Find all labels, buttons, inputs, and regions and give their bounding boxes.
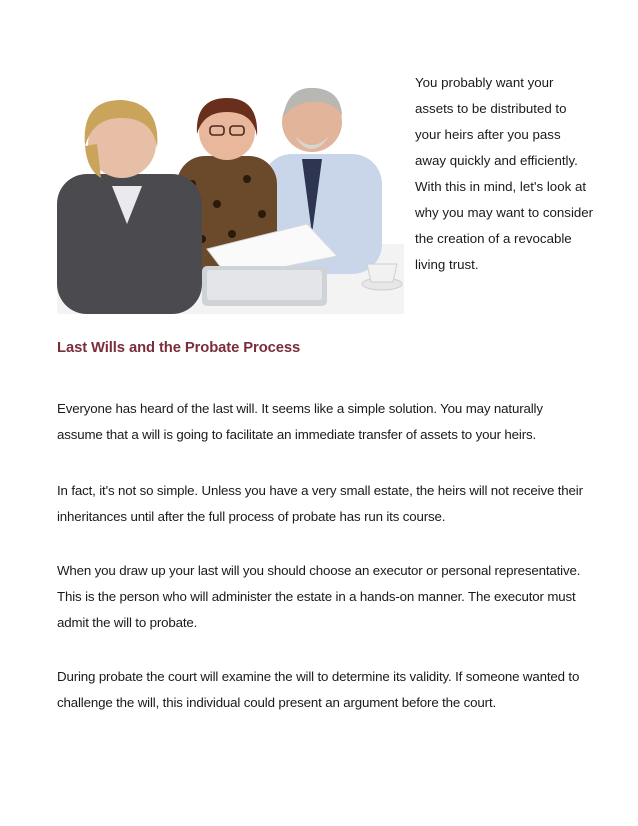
intro-text: You probably want your assets to be distributed to your heirs after you pass away quickly and efficiently. With this in mind, let's look at why you may want to consider the creation of a revocable living trust. bbox=[415, 75, 594, 272]
paragraph: When you draw up your last will you should choose an executor or personal representative. This is the person who will administer the estate in a hands-on manner. The executor must admit the will to probate. bbox=[57, 563, 581, 630]
section-heading: Last Wills and the Probate Process bbox=[57, 340, 301, 356]
intro-sidebar bbox=[415, 70, 595, 278]
paragraph: Everyone has heard of the last will. It seems like a simple solution. You may naturally assume that a will is going to facilitate an immediate transfer of assets to your heirs. bbox=[57, 401, 543, 442]
paragraph: During probate the court will examine the will to determine its validity. If someone wanted to challenge the will, this individual could present an argument before the court. bbox=[57, 669, 580, 710]
paragraph: In fact, it's not so simple. Unless you have a very small estate, the heirs will not receive their inheritances until after the full process of probate has run its course. bbox=[57, 483, 583, 524]
consultation-photo bbox=[57, 74, 404, 314]
